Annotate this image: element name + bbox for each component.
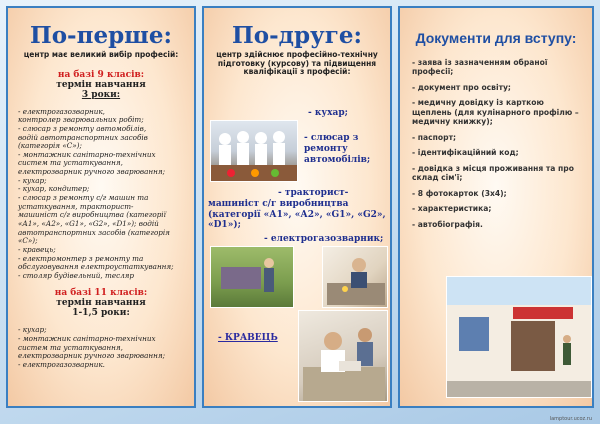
prof-cook: - кухар;	[308, 108, 348, 118]
panel1-title: По-перше:	[30, 22, 172, 49]
documents-list	[400, 58, 592, 229]
list-item: - заява із зазначенням обраної професії;	[412, 58, 548, 77]
block2-list	[8, 326, 194, 369]
list-item: устаткування, тракторист-	[18, 201, 134, 211]
list-item: електрозварник ручного зварювання;	[18, 167, 166, 177]
photo-cooks	[210, 120, 298, 182]
building-image	[447, 277, 592, 398]
panel-documents	[398, 6, 594, 408]
list-item: систем та устаткування,	[18, 342, 123, 352]
block2-term-value: 1-1,5 роки:	[72, 308, 130, 319]
list-item: - електрогазозварник.	[18, 360, 105, 369]
panel2-subtitle: центр здійснює професійно-технічну підготовку (курсову) та підвищення кваліфікації з професій:	[216, 50, 378, 77]
list-item: систем та устаткування,	[18, 158, 123, 168]
list-item: - слюсар з ремонту автомобілів,	[18, 123, 147, 133]
machinery-image	[211, 247, 294, 308]
list-item: - кухар, кондитер;	[18, 184, 90, 194]
photo-welder	[322, 246, 388, 308]
photo-sewing	[298, 310, 388, 402]
welder-image	[323, 247, 388, 308]
block2-term-label: термін навчання	[56, 298, 146, 309]
list-item: - електромонтер з ремонту та	[18, 253, 144, 263]
list-item: машиніст с/г виробництва (категорії	[18, 210, 166, 220]
photo-building	[446, 276, 592, 398]
list-item: (категорія «С»);	[18, 141, 82, 151]
list-item: автотранспортних засобів (категорія	[18, 227, 170, 237]
footer-url: lamptour.ucoz.ru	[549, 416, 592, 422]
block1-base: на базі 9 класів:	[57, 69, 145, 80]
list-item: - автобіографія.	[412, 219, 483, 229]
block2-base: на базі 11 класів:	[54, 288, 148, 299]
list-item: - 8 фотокарток (3х4);	[412, 188, 507, 198]
panel3-title: Документи для вступу:	[415, 30, 577, 46]
list-item: - столяр будівельний, тесляр	[18, 270, 135, 280]
list-item: - характеристика;	[412, 204, 492, 214]
sewing-image	[299, 311, 388, 402]
panel1-subtitle: центр має великий вибір професій:	[23, 50, 179, 59]
block1-term-value: 3 роки:	[81, 89, 121, 100]
list-item: - документ про освіту;	[412, 82, 511, 92]
panel-first	[6, 6, 196, 408]
list-item: електрозварник ручного зварювання;	[18, 351, 166, 361]
list-item: «С»);	[18, 236, 38, 246]
list-item: - кравець;	[18, 244, 56, 254]
prof-mechanic: - слюсар з ремонту автомобілів;	[304, 133, 371, 165]
list-item: контролер зварювальних робіт;	[18, 115, 144, 125]
panel-second	[202, 6, 392, 408]
prof-tailor: - КРАВЕЦЬ	[218, 333, 278, 343]
panel2-title: По-друге:	[232, 22, 362, 49]
list-item: - ідентифікаційний код;	[412, 148, 519, 158]
list-item: «А1», «А2», «G1», «G2», «D1»); водій	[18, 218, 159, 228]
cooks-image	[211, 121, 298, 182]
list-item: - електрогазозварник,	[18, 106, 105, 116]
block1-list	[8, 108, 194, 281]
prof-welder: - електрогазозварник;	[264, 234, 384, 244]
list-item: - слюсар з ремонту с/г машин та	[18, 193, 149, 203]
list-item: - медичну довідку із карткою щеплень (для кулінарного профілю – медичну книжку);	[412, 98, 579, 127]
list-item: - кухар;	[18, 175, 47, 185]
list-item: водій автотранспортних засобів	[18, 132, 148, 142]
list-item: - паспорт;	[412, 132, 457, 142]
prof-tractor: - тракторист-машиніст с/г виробництва (категорії «А1», «А2», «G1», «G2», «D1»);	[208, 188, 386, 231]
block1-term-label: термін навчання	[56, 79, 146, 90]
list-item: обслуговування електроустаткування;	[18, 262, 174, 272]
list-item: - довідка з місця проживання та про склад сім'ї;	[412, 163, 574, 183]
photo-machinery	[210, 246, 294, 308]
list-item: - монтажник санітарно-технічних	[18, 149, 156, 159]
list-item: - монтажник санітарно-технічних	[18, 334, 156, 344]
list-item: - кухар;	[18, 325, 47, 335]
